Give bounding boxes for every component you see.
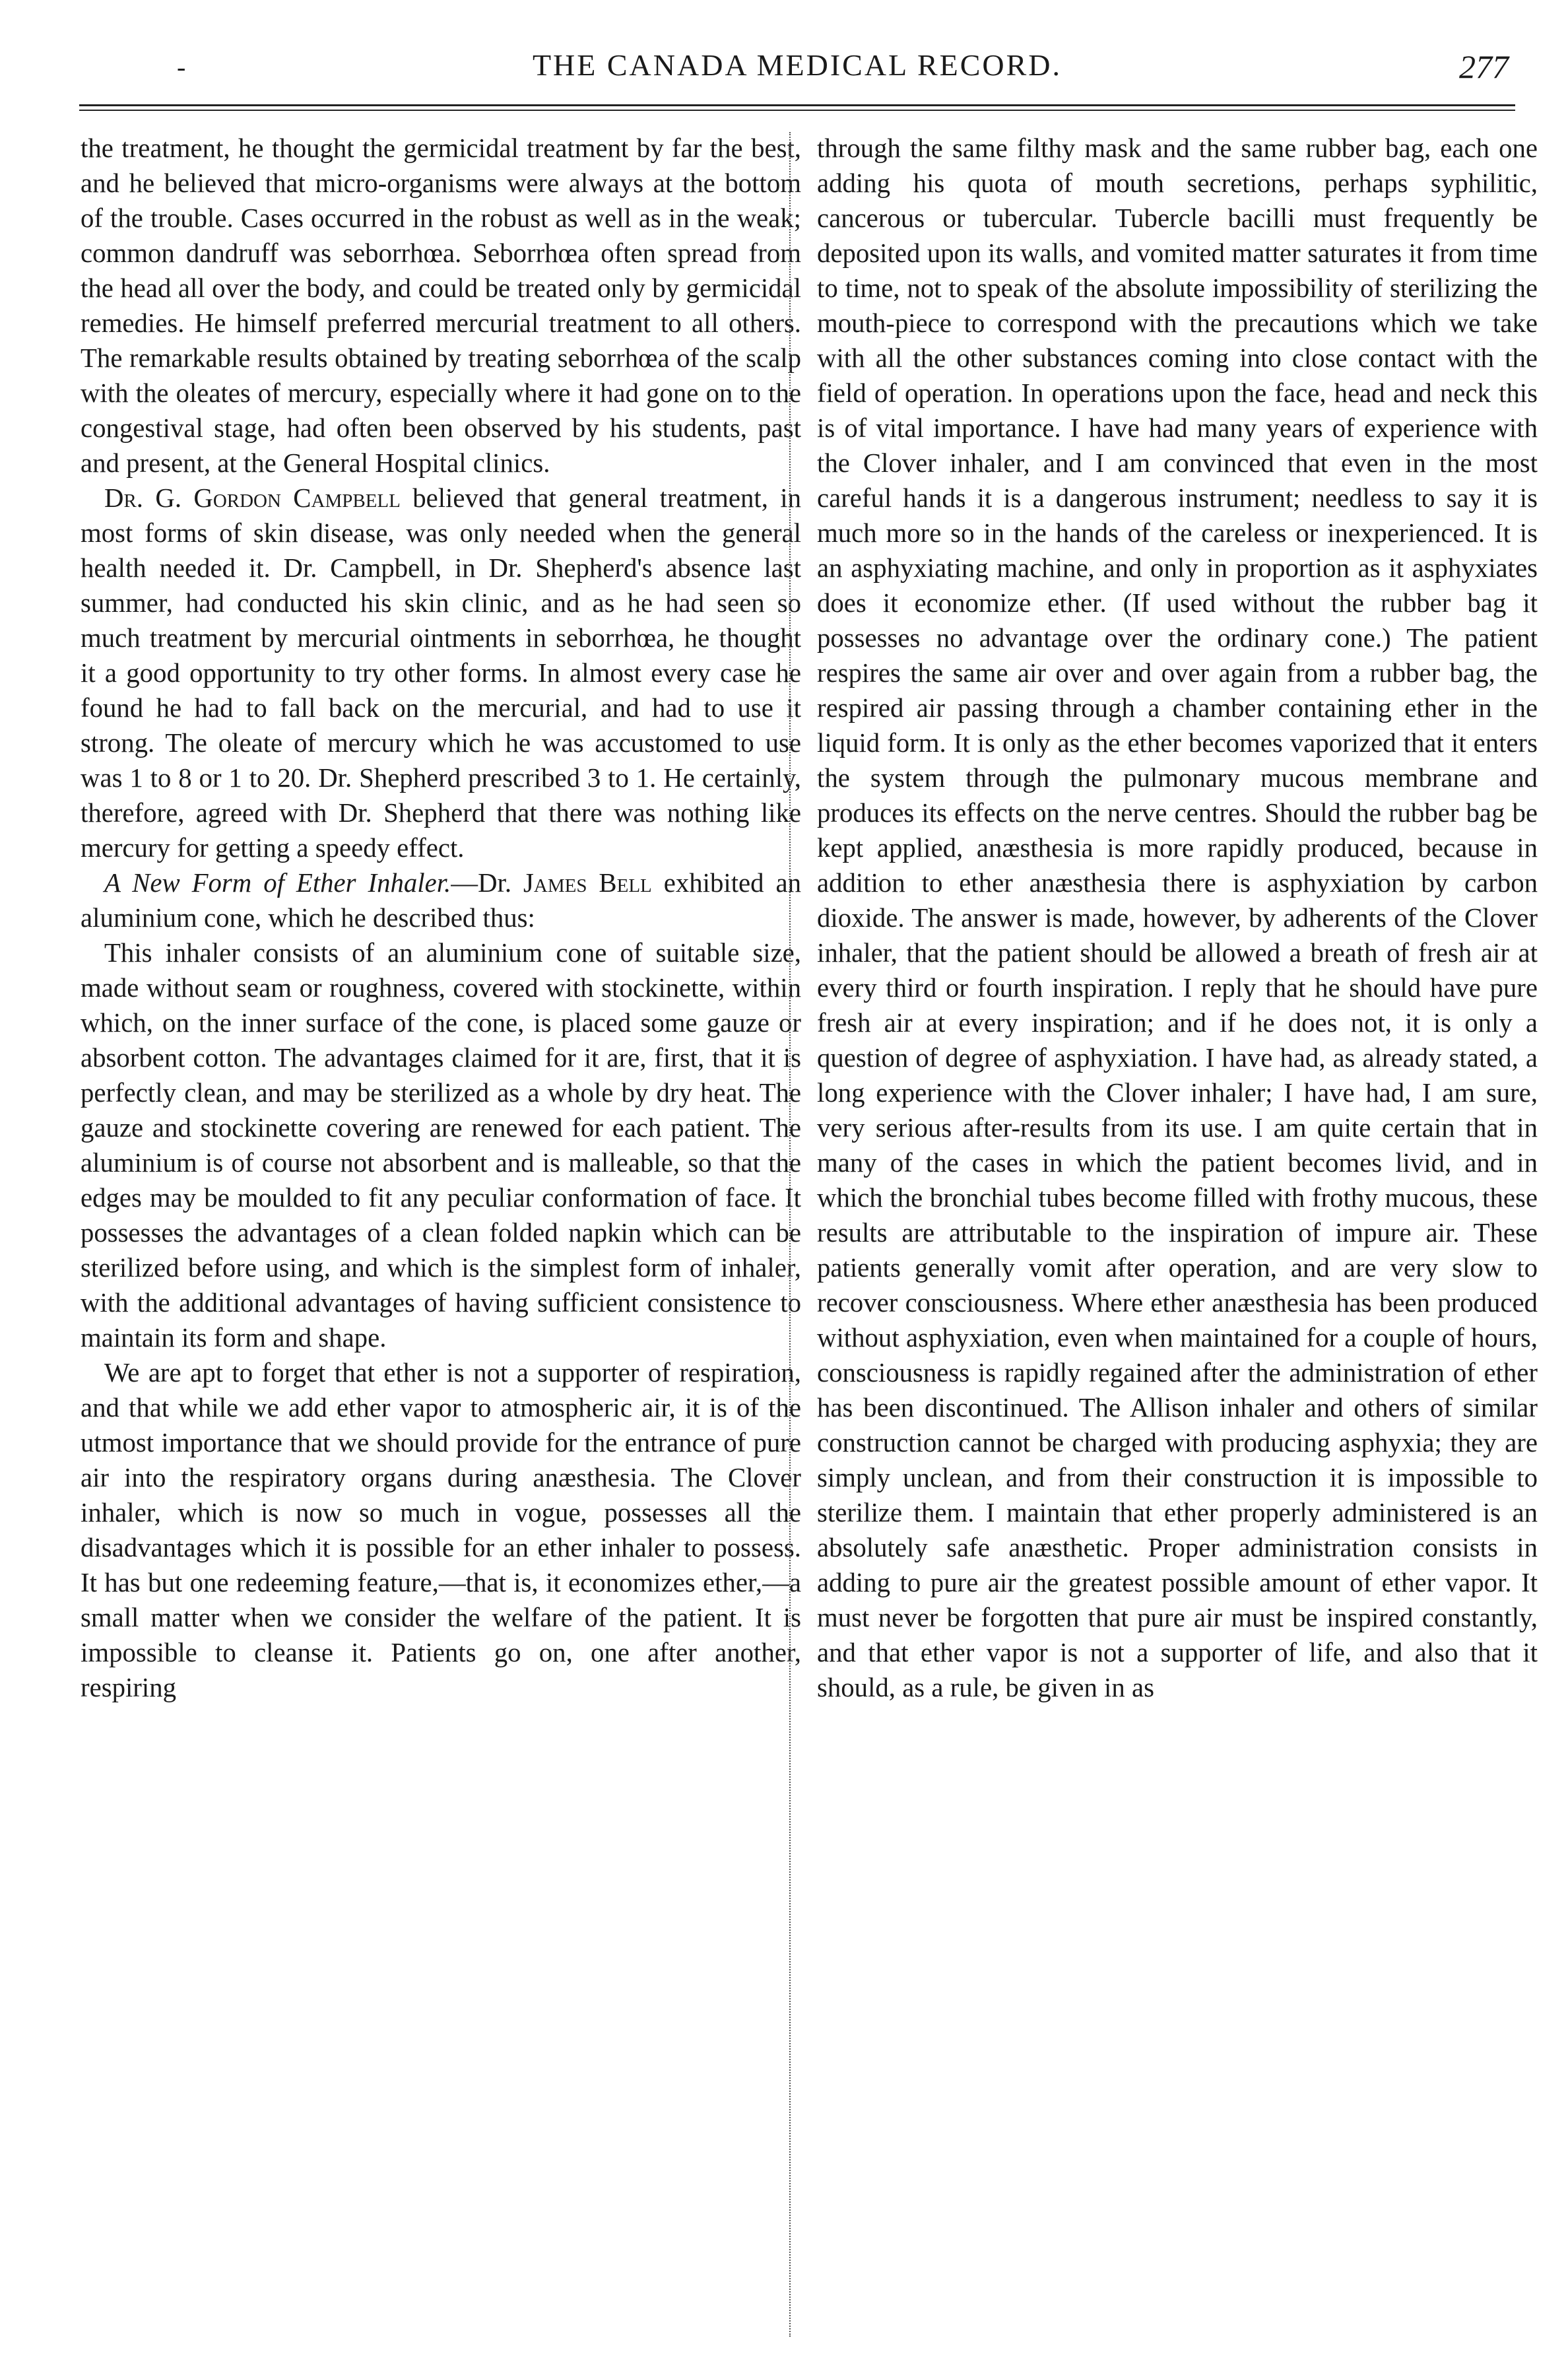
- header-rule-top: [79, 104, 1515, 106]
- left-paragraph-4: This inhaler consists of an aluminium cone of suitable size, made without seam or roughness, covered with stockinette, within which, on the inner surface of the cone, is placed some gauze or absorbent cotton. The advantages claimed for it are, first, that it is perfectly clean, and may be sterilized as a whole by dry heat. The gauze and stockinette covering are renewed for each patient. The aluminium is of course not absorbent and is malleable, so that the edges may be moulded to fit any peculiar conformation of face. It possesses the advantages of a clean folded napkin which can be sterilized before using, and which is the simplest form of inhaler, with the additional advantages of having sufficient consistence to maintain its form and shape.: [81, 938, 801, 1353]
- left-paragraph-3: [81, 865, 801, 935]
- left-paragraph-2: [81, 481, 801, 865]
- section-title-dash: —Dr.: [451, 868, 512, 898]
- left-paragraph-1: the treatment, he thought the germicidal treatment by far the best, and he believed that micro-organisms were always at the bottom of the trouble. Cases occurred in the robust as well as in the weak; common dandruff was seborrhœa. Seborrhœa often spread from the head all over the body, and could be treated only by germicidal remedies. He himself preferred mercurial treatment to all others. The remarkable results obtained by treating seborrhœa of the scalp with the oleates of mercury, especially where it had gone on to the congestival stage, had often been observed by his students, past and present, at the General Hospital clinics.: [81, 133, 801, 478]
- page-number: 277: [1459, 48, 1509, 85]
- page-header: [79, 48, 1515, 94]
- running-head: THE CANADA MEDICAL RECORD.: [532, 48, 1062, 82]
- speaker-name-campbell: Dr. G. Gordon Campbell: [104, 483, 401, 513]
- header-rule-bottom: [79, 110, 1515, 111]
- column-divider: [789, 132, 791, 2337]
- left-paragraph-2-text: believed that general treatment, in most forms of skin disease, was only needed when the general health needed it. Dr. Campbell, in Dr. Shepherd's absence last summer, had conducted his skin clinic, and as he had seen so much treatment by mercurial ointments in seborrhœa, he thought it a good opportunity to try other forms. In almost every case he found he had to fall back on the mercurial, and had to use it strong. The oleate of mercury which he was accustomed to use was 1 to 8 or 1 to 20. Dr. Shepherd prescribed 3 to 1. He certainly, therefore, agreed with Dr. Shepherd that there was nothing like mercury for getting a speedy effect.: [81, 483, 801, 863]
- speaker-name-bell: James Bell: [523, 868, 652, 898]
- right-paragraph-1: through the same filthy mask and the same rubber bag, each one adding his quota of mouth secretions, perhaps syphilitic, cancerous or tubercular. Tubercle bacilli must frequently be deposited upon its walls, and vomited matter saturates it from time to time, not to speak of the absolute impossibility of sterilizing the mouth-piece to correspond with the precautions which we take with all the other substances coming into close contact with the field of operation. In operations upon the face, head and neck this is of vital importance. I have had many years of experience with the Clover inhaler, and I am convinced that even in the most careful hands it is a dangerous instrument; needless to say it is much more so in the hands of the careless or inexperienced. It is an asphyxiating machine, and only in proportion as it asphyxiates does it economize ether. (If used without the rubber bag it possesses no advantage over the ordinary cone.) The patient respires the same air over and over again from a rubber bag, the respired air passing through a chamber containing ether in the liquid form. It is only as the ether becomes vaporized that it enters the system through the pulmonary mucous membrane and produces its effects on the nerve centres. Should the rubber bag be kept applied, anæsthesia is more rapidly produced, because in addition to ether anæsthesia there is asphyxiation by carbon dioxide. The answer is made, however, by adherents of the Clover inhaler, that the patient should be allowed a breath of fresh air at every third or fourth inspiration. I reply that he should have pure fresh air at every inspiration; and if he does not, it is only a question of degree of asphyxiation. I have had, as already stated, a long experience with the Clover inhaler; I have had, I am sure, very serious after-results from its use. I am quite certain that in many of the cases in which the patient becomes livid, and in which the bronchial tubes become filled with frothy mucous, these results are attributable to the inspiration of impure air. These patients generally vomit after operation, and are very slow to recover consciousness. Where ether anæsthesia has been produced without asphyxiation, even when maintained for a couple of hours, consciousness is rapidly regained after the administration of ether has been discontinued. The Allison inhaler and others of similar construction cannot be charged with producing asphyxia; they are simply unclean, and from their construction it is impossible to sterilize them. I maintain that ether properly administered is an absolutely safe anæsthetic. Proper administration consists in adding to pure air the greatest possible amount of ether vapor. It must never be forgotten that pure air must be inspired constantly, and that ether vapor is not a supporter of life, and also that it should, as a rule, be given in as: [817, 133, 1538, 1702]
- header-dash: -: [177, 52, 186, 82]
- section-title-ether-inhaler: A New Form of Ether Inhaler.: [104, 868, 451, 898]
- left-paragraph-3-text: exhibited an aluminium cone, which he described thus:: [81, 868, 801, 933]
- right-column: [817, 131, 1538, 1705]
- left-paragraph-5: We are apt to forget that ether is not a supporter of respiration, and that while we add ether vapor to atmospheric air, it is of the utmost importance that we should provide for the entrance of pure air into the respiratory organs during anæsthesia. The Clover inhaler, which is now so much in vogue, possesses all the disadvantages which it is possible for an ether inhaler to possess. It has but one redeeming feature,—that is, it economizes ether,—a small matter when we consider the welfare of the patient. It is impossible to cleanse it. Patients go on, one after another, respiring: [81, 1358, 801, 1702]
- left-column: [81, 131, 801, 1705]
